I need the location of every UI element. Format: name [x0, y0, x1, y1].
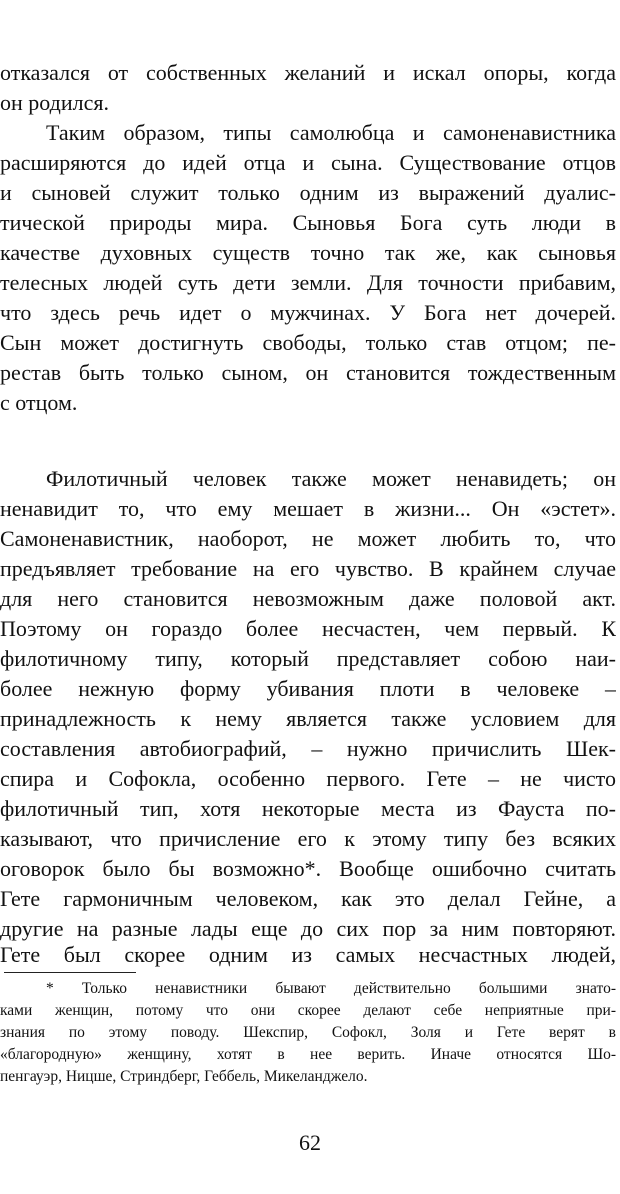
text-line: расширяются до идей отца и сына. Существование отцов: [0, 150, 616, 175]
text-line: филотичному типу, который представляет собою наи-: [0, 646, 616, 671]
footnote-line: «благородную» женщину, хотят в нее верить. Иначе относятся Шо-: [0, 1046, 616, 1063]
text-line: спира и Софокла, особенно первого. Гете – не чисто: [0, 766, 616, 791]
text-line: Гете гармоничным человеком, как это делал Гейне, а: [0, 886, 616, 911]
text-line: ненавидит то, что ему мешает в жизни... Он «эстет».: [0, 496, 616, 521]
text-line: отказался от собственных желаний и искал опоры, когда: [0, 60, 616, 85]
text-line: Сын может достигнуть свободы, только став отцом; пе-: [0, 330, 616, 355]
page-number: 62: [299, 1130, 321, 1155]
footnote-line: знания по этому поводу. Шекспир, Софокл, Золя и Гете верят в: [0, 1024, 616, 1041]
text-line: для него становится невозможным даже половой акт.: [0, 586, 616, 611]
text-line: предъявляет требование на его чувство. В крайнем случае: [0, 556, 616, 581]
text-line: оговорок было бы возможно*. Вообще ошибочно считать: [0, 856, 616, 881]
text-line: с отцом.: [0, 390, 78, 415]
text-line: рестав быть только сыном, он становится тождественным: [0, 360, 616, 385]
text-line: Гете был скорее одним из самых несчастных людей,: [0, 942, 616, 967]
text-line: что здесь речь идет о мужчинах. У Бога нет дочерей.: [0, 300, 616, 325]
text-line: он родился.: [0, 90, 109, 115]
text-line: другие на разные лады еще до сих пор за ним повторяют.: [0, 916, 616, 941]
footnote-line: пенгауэр, Ницше, Стриндберг, Геббель, Микеланджело.: [0, 1068, 368, 1085]
text-line: принадлежность к нему является также условием для: [0, 706, 616, 731]
text-line: тической природы мира. Сыновья Бога суть люди в: [0, 210, 616, 235]
text-line: казывают, что причисление его к этому типу без всяких: [0, 826, 616, 851]
text-line: и сыновей служит только одним из выражений дуалис-: [0, 180, 616, 205]
text-line: более нежную форму убивания плоти в человеке –: [0, 676, 616, 701]
text-line: Таким образом, типы самолюбца и самоненавистника: [46, 120, 616, 145]
text-line: качестве духовных существ точно так же, как сыновья: [0, 240, 616, 265]
text-line: филотичный тип, хотя некоторые места из Фауста по-: [0, 796, 616, 821]
text-line: телесных людей суть дети земли. Для точности прибавим,: [0, 270, 616, 295]
footnote-line: ками женщин, потому что они скорее делают себе неприятные при-: [0, 1002, 616, 1019]
footnote-line: * Только ненавистники бывают действительно большими знато-: [46, 980, 616, 997]
footnote-divider: [4, 972, 136, 973]
text-line: Самоненавистник, наоборот, не может любить то, что: [0, 526, 616, 551]
text-line: Поэтому он гораздо более несчастен, чем первый. К: [0, 616, 616, 641]
text-line: составления автобиографий, – нужно причислить Шек-: [0, 736, 616, 761]
text-line: Филотичный человек также может ненавидеть; он: [46, 466, 616, 491]
